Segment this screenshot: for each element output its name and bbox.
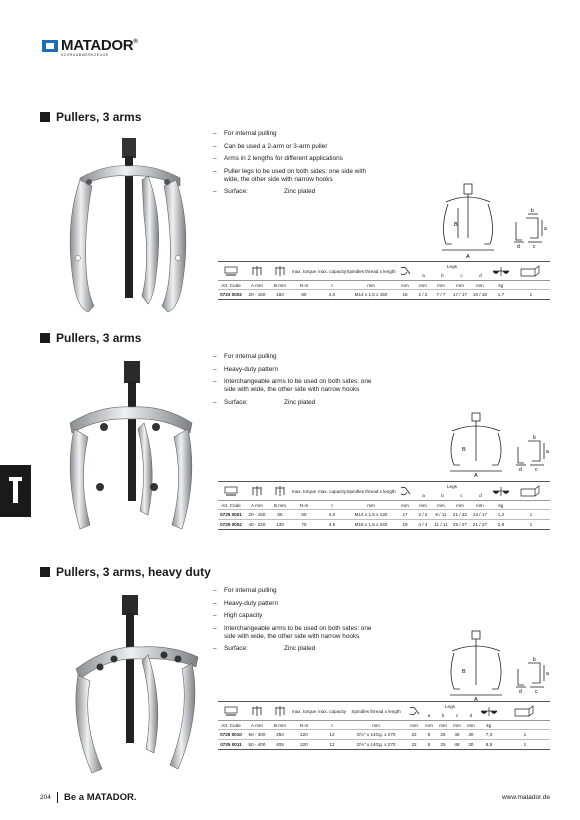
brand-subline: SCHRAUBWERKZEUGE [61,53,109,57]
weight-icon [491,485,511,497]
dim-label-b-big: B [462,669,466,675]
dim-label-a-big: A [474,697,478,701]
weight-icon [491,265,511,277]
feature-item: – Heavy-duty pattern [213,366,378,374]
spec-table [218,701,550,750]
puller-b-icon [274,265,286,277]
chapter-tab [0,465,31,517]
puller-a-icon [250,485,264,497]
spec-table [218,481,550,530]
footer-slogan: Be a MATADOR. [64,792,137,803]
dim-label-b: b [533,657,536,663]
dimension-diagram [418,178,552,258]
puller-photo [68,593,204,779]
title-square-icon [40,333,50,343]
feature-item: – High capacity [213,612,378,620]
icon-row: max. torque max. capacity Spindles thread x length Legs a b c d [218,702,550,721]
feature-item: – For internal pulling [213,587,378,595]
dim-label-c: c [533,244,536,250]
puller-b-icon [274,485,286,497]
table-row: 0725 0001 20 - 150 85 60 4,0 M14 x 1,5 x 130 17 2 / 2 9 / 11 21 / 22 12 / 17 1,2 1 [218,510,550,520]
header-row: Art. Code A mm B mm N·m t mm mm mm mm mm mm kg [218,281,550,290]
feature-item: – Surface: Zinc plated [213,399,378,407]
brand-logo [42,38,137,53]
feature-list [213,587,378,658]
puller-b-icon [274,705,286,717]
dimension-diagram [442,409,554,477]
puller-a-icon [250,705,264,717]
dim-label-b: b [533,435,536,441]
dim-label-a: a [546,671,549,677]
package-icon [519,265,543,277]
dim-label-c: c [535,689,538,695]
spec-table [218,261,550,300]
dim-label-c: c [535,467,538,473]
feature-item: – For internal pulling [213,130,378,138]
dim-label-b-big: B [454,222,458,228]
feature-list [213,353,378,411]
title-square-icon [40,112,50,122]
table-icon [224,706,238,716]
feature-list [213,130,378,201]
package-icon [513,705,537,717]
dim-label-a: a [544,226,547,232]
package-icon [519,485,543,497]
table-row: 0725 0011 50 - 400 405 220 12 G½" x 14Gg. x 270 22 5 25 48 30 8,8 1 [218,740,550,750]
table-row: 0723 0002 20 - 150 160 80 4,0 M14 x 1,5 x 150 16 2 / 2 7 / 7 17 / 17 10 / 18 1,7 1 [218,290,550,300]
section-title: Pullers, 3 arms [40,331,141,345]
puller-photo [58,136,198,318]
icon-row: max. torque max. capacity Spindles thread x length Legs a b c d [218,262,550,281]
footer-separator [57,792,58,803]
weight-icon [479,705,499,717]
brand-reg: ® [133,39,138,45]
dim-label-a-big: A [474,473,478,477]
feature-item: – Surface: Zinc plated [213,188,378,196]
table-row: 0725 0010 50 - 300 250 220 12 G½" x 14Gg. x 270 22 5 25 48 30 7,3 1 [218,730,550,740]
feature-item: – Interchangeable arms to be used on both sides: one side with wide, the other side with narrow hooks [213,625,378,641]
dim-label-d: d [517,244,520,250]
dim-label-d: d [519,467,522,473]
footer-url[interactable]: www.matador.de [501,794,550,801]
header-row: Art. Code A mm B mm N·m t mm mm mm mm mm mm kg [218,721,550,730]
puller-a-icon [250,265,264,277]
wrench-icon [399,486,411,496]
dimension-diagram [442,627,554,701]
table-icon [224,266,238,276]
feature-item: – Arms in 2 lengths for different applications [213,155,378,163]
dim-label-d: d [519,689,522,695]
wrench-icon [408,706,420,716]
feature-item: – For internal pulling [213,353,378,361]
feature-item: – Puller legs to be used on both sides: one side with wide, the other side with narrow hooks [213,168,378,184]
brand-mark-icon [42,40,58,52]
page-number: 204 [40,794,51,801]
brand-name: MATADOR [61,37,134,54]
dim-label-a-big: A [466,254,470,258]
dim-label-b-big: B [462,447,466,453]
icon-row: max. torque max. capacity Spindles thread x length Legs a b c d [218,482,550,501]
puller-photo [60,357,200,537]
feature-item: – Interchangeable arms to be used on both sides: one side with wide, the other side with narrow hooks [213,378,378,394]
feature-item: – Surface: Zinc plated [213,645,378,653]
title-square-icon [40,567,50,577]
dim-label-a: a [546,449,549,455]
puller-tab-icon [9,477,22,481]
section-title: Pullers, 3 arms, heavy duty [40,565,211,579]
feature-item: – Can be used a 2-arm or 3-arm puller [213,143,378,151]
table-icon [224,486,238,496]
wrench-icon [399,266,411,276]
section-title: Pullers, 3 arms [40,110,141,124]
feature-item: – Heavy-duty pattern [213,600,378,608]
dim-label-b: b [531,208,534,214]
table-row: 0725 0002 40 - 220 130 70 4,5 M18 x 1,5 x 240 19 4 / 4 11 / 11 25 / 27 21 / 27 2,9 1 [218,520,550,530]
header-row: Art. Code A mm B mm N·m t mm mm mm mm mm mm kg [218,501,550,510]
